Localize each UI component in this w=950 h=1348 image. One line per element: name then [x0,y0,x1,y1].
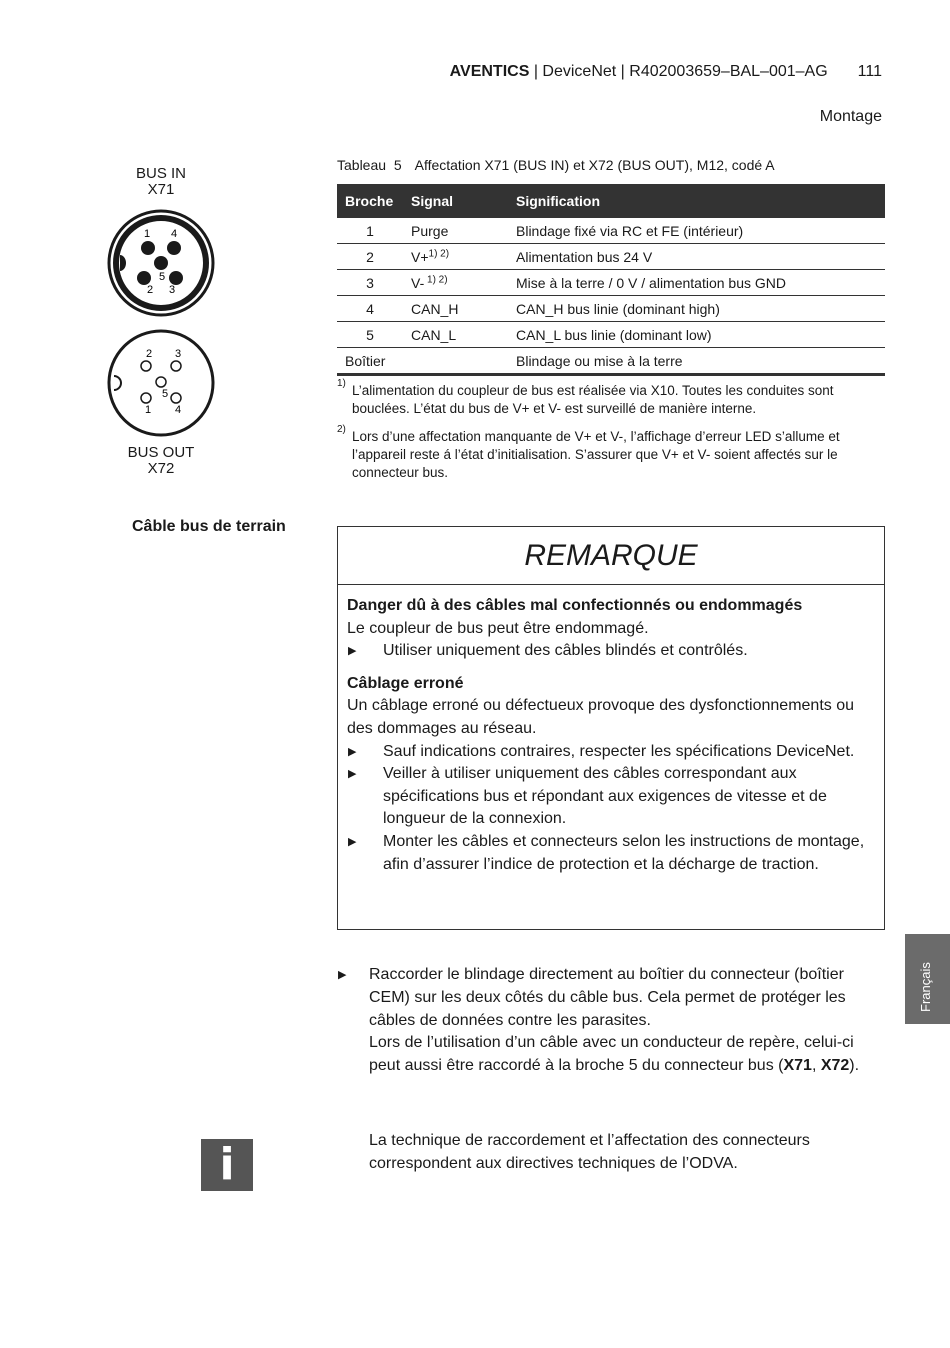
continuation-end: ). [849,1057,860,1075]
table-row [337,244,885,270]
bus-out-pin1 [141,393,151,403]
bus-out-connector-diagram [106,328,216,438]
meaning-cell: CAN_H bus linie (dominant high) [508,296,885,322]
info-text: La technique de raccordement et l’affectation des connecteurs correspondent aux directives techniques de l’ODVA. [369,1132,810,1172]
pin-cell: 5 [337,322,403,348]
bus-out-pin4 [171,393,181,403]
pin-cell: 2 [337,244,403,270]
notice-bullet-text: Monter les câbles et connecteurs selon les instructions de montage, afin d’assurer l’indice de protection et la décharge de traction. [383,832,865,873]
x72-ref: X72 [820,1057,850,1075]
signal-footnote-ref: 1) 2) [424,273,448,285]
bus-out-line2: X72 [147,460,175,477]
brand: AVENTICS [449,63,530,80]
notice-bullet [347,831,875,876]
bus-out-pin3 [171,361,181,371]
bus-out-pin-label-3: 3 [174,348,182,360]
footnote-text: Lors d’une affectation manquante de V+ et V-, l’affichage d’erreur LED s’allume et l’appareil reste á l’état d’initialisation. S’assurer que V+ et V- soient affectés sur le connecteur bus. [352,429,840,480]
bus-in-connector-diagram [106,208,216,318]
bus-out-pin-label-4: 4 [174,404,182,416]
instruction-continuation [337,1032,885,1078]
housing-cell: Boîtier [337,348,508,375]
notice-heading-damage: Danger dû à des câbles mal confectionnés ou endommagés [347,597,803,614]
signal-cell [403,296,508,322]
section-title: Montage [819,108,882,125]
bus-in-pin-label-5: 5 [158,271,166,283]
notice-bullet [347,640,875,663]
bus-out-pin-label-1: 1 [144,404,152,416]
notice-bullet-text: Utiliser uniquement des câbles blindés et contrôlés. [383,642,748,660]
bus-out-pin-label-5: 5 [161,388,169,400]
pin-cell: 1 [337,218,403,244]
notice-box [337,526,885,930]
bullet-triangle-icon: ▶ [338,969,347,981]
meaning-cell: Blindage fixé via RC et FE (intérieur) [508,218,885,244]
signal-cell [403,218,508,244]
footnote-1 [337,378,885,418]
bus-in-line1: BUS IN [135,165,186,182]
bus-out-line1: BUS OUT [127,444,195,461]
notice-bullet-text: Veiller à utiliser uniquement des câbles correspondant aux spécifications bus et répondant aux exigences de vitesse et de longueur de la connexion. [383,765,827,828]
bus-in-pin1 [141,241,155,255]
instruction-bullet [337,964,885,1032]
table-row [337,296,885,322]
signal-cell [403,322,508,348]
page-number: 111 [857,63,882,80]
instruction-text: Raccorder le blindage directement au boîtier du connecteur (boîtier CEM) sur les deux côtés du câble bus. Cela permet de protéger les câbles de données contre les parasites. [369,966,846,1029]
footnote-text: L’alimentation du coupleur de bus est réalisée via X10. Toutes les conduites sont bouclées. L’état du bus de V+ et V- est surveillé de manière interne. [352,383,834,416]
page-header [450,63,882,81]
signal-text: V- [411,274,425,291]
col-header-pin: Broche [337,184,403,218]
bus-in-pin3 [169,271,183,285]
footnote-mark: 1) [337,378,346,389]
signal-text: CAN_L [411,326,457,343]
pin-cell: 3 [337,270,403,296]
col-header-meaning: Signification [508,184,885,218]
bullet-triangle-icon: ▶ [348,768,357,781]
signal-text: V+ [411,248,429,265]
bus-in-pin2 [137,271,151,285]
table-header-row [337,184,885,218]
notice-bullet [347,763,875,831]
separator-text: , [811,1057,821,1075]
meaning-cell: CAN_L bus linie (dominant low) [508,322,885,348]
table-row [337,322,885,348]
col-header-signal: Signal [403,184,508,218]
bus-in-line2: X71 [147,181,175,198]
bus-in-pin-label-2: 2 [146,284,154,296]
bullet-triangle-icon: ▶ [348,835,357,848]
notice-text-wiring: Un câblage erroné ou défectueux provoque des dysfonctionnements ou des dommages au réseau. [347,697,855,737]
table-row-housing [337,348,885,375]
bus-in-pin-label-4: 4 [170,228,178,240]
bullet-triangle-icon: ▶ [348,645,357,658]
bullet-triangle-icon: ▶ [348,745,357,758]
bus-in-label [111,166,211,198]
continuation-text: Lors de l’utilisation d’un câble avec un conducteur de repère, celui-ci peut aussi être raccordé à la broche 5 du connecteur bus ( [369,1034,854,1075]
notice-text-damage: Le coupleur de bus peut être endommagé. [347,619,649,637]
table-caption-label: Tableau 5 [337,157,402,173]
subheading: Câble bus de terrain [132,518,286,535]
signal-cell [403,244,508,270]
notice-bullet [347,741,875,764]
meaning-cell: Alimentation bus 24 V [508,244,885,270]
meaning-cell: Mise à la terre / 0 V / alimentation bus GND [508,270,885,296]
language-tab [905,934,950,1024]
meaning-cell: Blindage ou mise à la terre [508,348,885,375]
table-caption [337,157,775,173]
bus-out-pin-label-2: 2 [145,348,153,360]
footnote-2 [337,424,885,482]
notice-bullet-text: Sauf indications contraires, respecter les spécifications DeviceNet. [383,742,855,760]
bus-in-pin-label-3: 3 [168,284,176,296]
info-icon: i [201,1139,253,1191]
bus-out-pin5 [156,377,166,387]
table-row [337,270,885,296]
pin-assignment-table [337,184,885,376]
notice-heading-wiring: Câblage erroné [347,674,464,692]
signal-text: Purge [411,222,449,239]
signal-footnote-ref: 1) 2) [428,247,450,259]
pin-cell: 4 [337,296,403,322]
language-tab-label: Français [918,962,933,1012]
doc-reference: | DeviceNet | R402003659–BAL–001–AG [529,63,828,80]
bus-in-pin5 [154,256,168,270]
table-row [337,218,885,244]
signal-cell [403,270,508,296]
notice-title: REMARQUE [338,527,884,585]
bus-in-pin-label-1: 1 [143,228,151,240]
bus-out-pin2 [141,361,151,371]
footnote-mark: 2) [337,424,346,435]
instruction-block [337,964,885,1078]
bus-in-pin4 [167,241,181,255]
notice-body [338,585,884,886]
x71-ref: X71 [783,1057,812,1075]
bus-out-label [111,445,211,477]
signal-text: CAN_H [411,300,459,317]
table-caption-text: Affectation X71 (BUS IN) et X72 (BUS OUT), M12, codé A [414,157,775,173]
